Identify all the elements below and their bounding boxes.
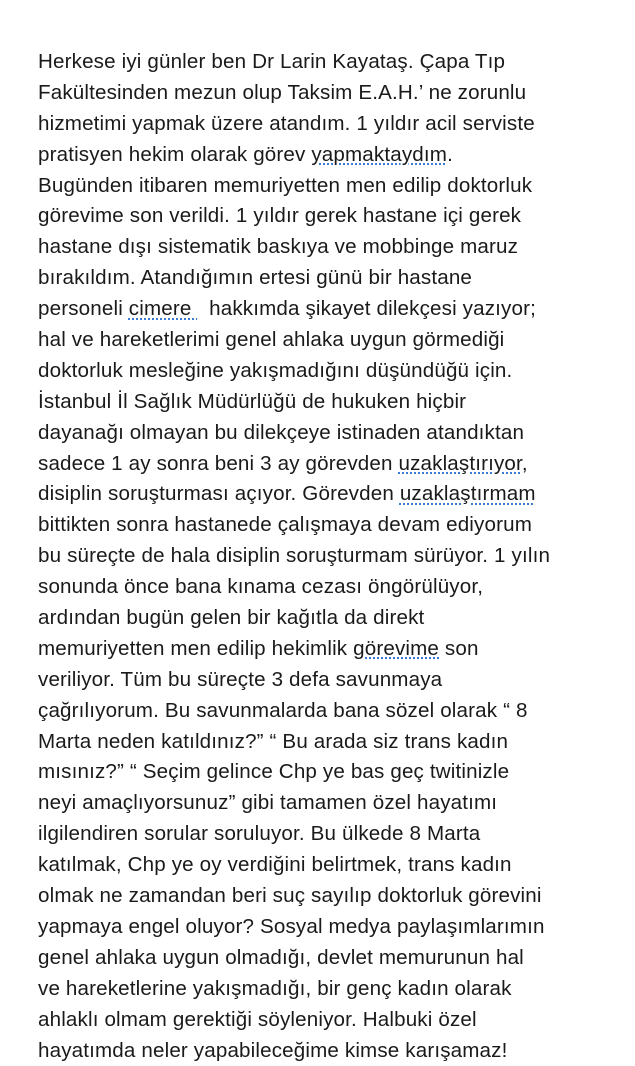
text-line — [38, 47, 630, 78]
text-segment: ve hareketlerine yakışmadığı, bir genç kadın olarak — [38, 977, 512, 1000]
text-line — [38, 974, 630, 1005]
text-segment: neyi amaçlıyorsunuz” gibi tamamen özel hayatımı — [38, 791, 497, 814]
spellcheck-underlined-word[interactable]: uzaklaştırıyor — [398, 452, 521, 475]
text-segment: ardından bugün gelen bir kağıtla da direkt — [38, 606, 424, 629]
text-segment: çağrılıyorum. Bu savunmalarda bana sözel olarak “ 8 — [38, 699, 528, 722]
text-segment: olmak ne zamandan beri suç sayılıp doktorluk görevini — [38, 884, 542, 907]
text-segment: hakkımda şikayet dilekçesi yazıyor; — [197, 297, 536, 320]
text-segment: dayanağı olmayan bu dilekçeye istinaden atandıktan — [38, 421, 524, 444]
text-line — [38, 696, 630, 727]
text-line — [38, 727, 630, 758]
text-line — [38, 788, 630, 819]
text-line — [38, 171, 630, 202]
text-line — [38, 78, 630, 109]
text-line — [38, 325, 630, 356]
text-segment: pratisyen hekim olarak görev — [38, 143, 311, 166]
text-segment: , — [522, 452, 528, 475]
text-segment: veriliyor. Tüm bu süreçte 3 defa savunmaya — [38, 668, 442, 691]
text-segment: İstanbul İl Sağlık Müdürlüğü de hukuken hiçbir — [38, 390, 466, 413]
text-segment: . — [447, 143, 453, 166]
text-segment: hayatımda neler yapabileceğime kimse karışamaz! — [38, 1039, 507, 1062]
text-line — [38, 881, 630, 912]
text-line — [38, 634, 630, 665]
text-segment: personeli — [38, 297, 129, 320]
text-line — [38, 294, 630, 325]
text-segment: yapmaya engel oluyor? Sosyal medya paylaşımlarımın — [38, 915, 545, 938]
text-line — [38, 757, 630, 788]
text-line — [38, 201, 630, 232]
text-segment: disiplin soruşturması açıyor. Görevden — [38, 482, 400, 505]
text-segment: hastane dışı sistematik baskıya ve mobbinge maruz — [38, 235, 518, 258]
text-line — [38, 109, 630, 140]
text-segment: doktorluk mesleğine yakışmadığını düşündüğü için. — [38, 359, 512, 382]
text-segment: katılmak, Chp ye oy verdiğini belirtmek, trans kadın — [38, 853, 512, 876]
text-segment: görevime son verildi. 1 yıldır gerek hastane içi gerek — [38, 204, 521, 227]
text-segment: bu süreçte de hala disiplin soruşturmam sürüyor. 1 yılın — [38, 544, 550, 567]
text-line — [38, 850, 630, 881]
text-segment: Bugünden itibaren memuriyetten men edilip doktorluk — [38, 174, 532, 197]
text-line — [38, 819, 630, 850]
text-segment: Fakültesinden mezun olup Taksim E.A.H.’ ne zorunlu — [38, 81, 526, 104]
text-line — [38, 356, 630, 387]
text-segment: memuriyetten men edilip hekimlik — [38, 637, 353, 660]
text-segment: ahlaklı olmam gerektiği söyleniyor. Halbuki özel — [38, 1008, 477, 1031]
text-segment: bırakıldım. Atandığımın ertesi günü bir hastane — [38, 266, 472, 289]
text-line — [38, 1005, 630, 1036]
text-segment: hal ve hareketlerimi genel ahlaka uygun görmediği — [38, 328, 504, 351]
text-line — [38, 140, 630, 171]
text-line — [38, 263, 630, 294]
text-line — [38, 449, 630, 480]
text-line — [38, 665, 630, 696]
text-line — [38, 510, 630, 541]
statement-text — [38, 47, 630, 1066]
text-segment: mısınız?” “ Seçim gelince Chp ye bas geç twitinizle — [38, 760, 509, 783]
text-line — [38, 418, 630, 449]
text-segment: Marta neden katıldınız?” “ Bu arada siz trans kadın — [38, 730, 508, 753]
text-line — [38, 572, 630, 603]
text-segment: sadece 1 ay sonra beni 3 ay görevden — [38, 452, 398, 475]
text-line — [38, 387, 630, 418]
text-segment: bittikten sonra hastanede çalışmaya devam ediyorum — [38, 513, 532, 536]
text-line — [38, 232, 630, 263]
text-line — [38, 1036, 630, 1066]
text-segment: Herkese iyi günler ben Dr Larin Kayataş. Çapa Tıp — [38, 50, 505, 73]
text-segment: son — [439, 637, 479, 660]
text-line — [38, 541, 630, 572]
spellcheck-underlined-word[interactable]: uzaklaştırmam — [400, 482, 536, 505]
spellcheck-underlined-word[interactable]: görevime — [353, 637, 439, 660]
text-segment: genel ahlaka uygun olmadığı, devlet memurunun hal — [38, 946, 524, 969]
text-segment: ilgilendiren sorular soruluyor. Bu ülkede 8 Marta — [38, 822, 480, 845]
text-line — [38, 912, 630, 943]
text-segment: sonunda önce bana kınama cezası öngörülüyor, — [38, 575, 483, 598]
spellcheck-underlined-word[interactable]: yapmaktaydım — [311, 143, 447, 166]
spellcheck-underlined-word[interactable]: cimere — [129, 297, 198, 320]
text-line — [38, 943, 630, 974]
text-segment: hizmetimi yapmak üzere atandım. 1 yıldır acil serviste — [38, 112, 535, 135]
text-line — [38, 603, 630, 634]
text-line — [38, 479, 630, 510]
